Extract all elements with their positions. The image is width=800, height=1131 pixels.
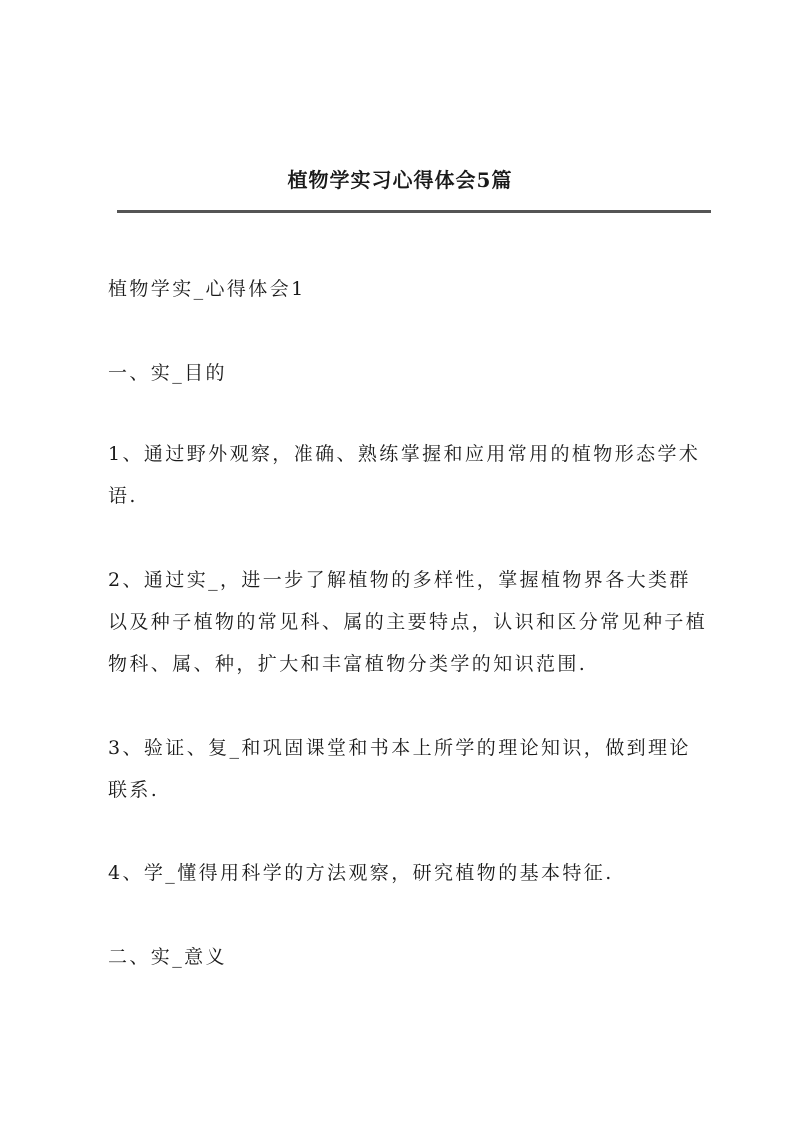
list-item: 4、学_懂得用科学的方法观察，研究植物的基本特征. xyxy=(108,862,614,884)
list-item: 1、通过野外观察，准确、熟练掌握和应用常用的植物形态学术语. xyxy=(108,443,701,507)
list-item: 3、验证、复_和巩固课堂和书本上所学的理论知识，做到理论联系. xyxy=(108,737,691,801)
part-one-heading: 一、实_目的 xyxy=(108,362,227,384)
list-item: 2、通过实_，进一步了解植物的多样性，掌握植物界各大类群以及种子植物的常见科、属的主要特点，认识和区分常见种子植物科、属、种，扩大和丰富植物分类学的知识范围. xyxy=(108,569,708,675)
document-title: 植物学实习心得体会5篇 xyxy=(287,168,513,192)
title-underline xyxy=(117,210,711,213)
section-heading: 植物学实_心得体会1 xyxy=(108,278,306,300)
part-two-heading: 二、实_意义 xyxy=(108,946,227,968)
